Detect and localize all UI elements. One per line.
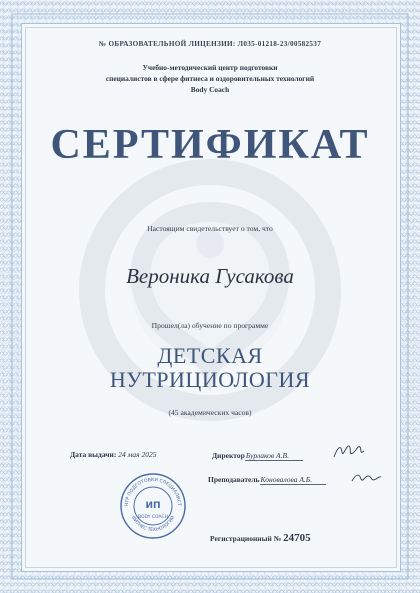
registration-number: 24705	[283, 532, 311, 544]
program-line-1: ДЕТСКАЯ	[157, 343, 263, 368]
director-label: Директор	[212, 451, 245, 460]
director-signature	[332, 442, 366, 460]
license-number: № ОБРАЗОВАТЕЛЬНОЙ ЛИЦЕНЗИИ: Л035-01218-23/00582537	[98, 40, 322, 48]
completed-text: Прошел(ла) обучение по программе	[151, 321, 269, 330]
organization-line-2: специалистов в сфере фитнеса и оздоровительных технологий	[105, 74, 315, 83]
body-coach-watermark-logo	[60, 140, 360, 440]
program-line-2: НУТРИЦИОЛОГИЯ	[109, 367, 311, 392]
program-name	[0, 344, 420, 392]
stamp-seal	[118, 471, 188, 541]
certifies-text: Настоящим свидетельствует о том, что	[147, 224, 273, 233]
director-name: Бурлаков А.В.	[245, 451, 303, 461]
stamp-brand: BODY COACH	[137, 515, 169, 520]
registration-line	[210, 532, 311, 544]
organization-line-3: Body Coach	[190, 85, 230, 94]
organization-stamp	[118, 471, 188, 546]
teacher-signature	[350, 471, 382, 485]
teacher-name: Коновалова А.Б.	[260, 475, 327, 485]
teacher-line	[208, 475, 326, 485]
organization-line-1: Учебно-методический центр подготовки	[142, 63, 278, 72]
stamp-ring-top: НТР ПОДГОТОВКИ СПЕЦИАЛИСТ	[124, 477, 182, 507]
issue-date-label: Дата выдачи:	[70, 450, 117, 459]
recipient-name: Вероника Гусакова	[126, 264, 294, 288]
registration-label: Регистрационный №	[210, 534, 282, 543]
issue-date-value: 24 мая 2025	[118, 450, 157, 459]
director-line	[212, 451, 303, 461]
certificate-title: СЕРТИФИКАТ	[50, 122, 370, 168]
stamp-ring-bottom: ФИТНЕС ТЕХНОЛОГИИ	[129, 515, 177, 534]
issue-date-line	[70, 450, 156, 459]
program-hours: (45 академических часов)	[168, 408, 252, 417]
teacher-label: Преподаватель	[208, 475, 260, 484]
organization-name	[0, 62, 420, 95]
stamp-center: ИП	[145, 501, 161, 511]
